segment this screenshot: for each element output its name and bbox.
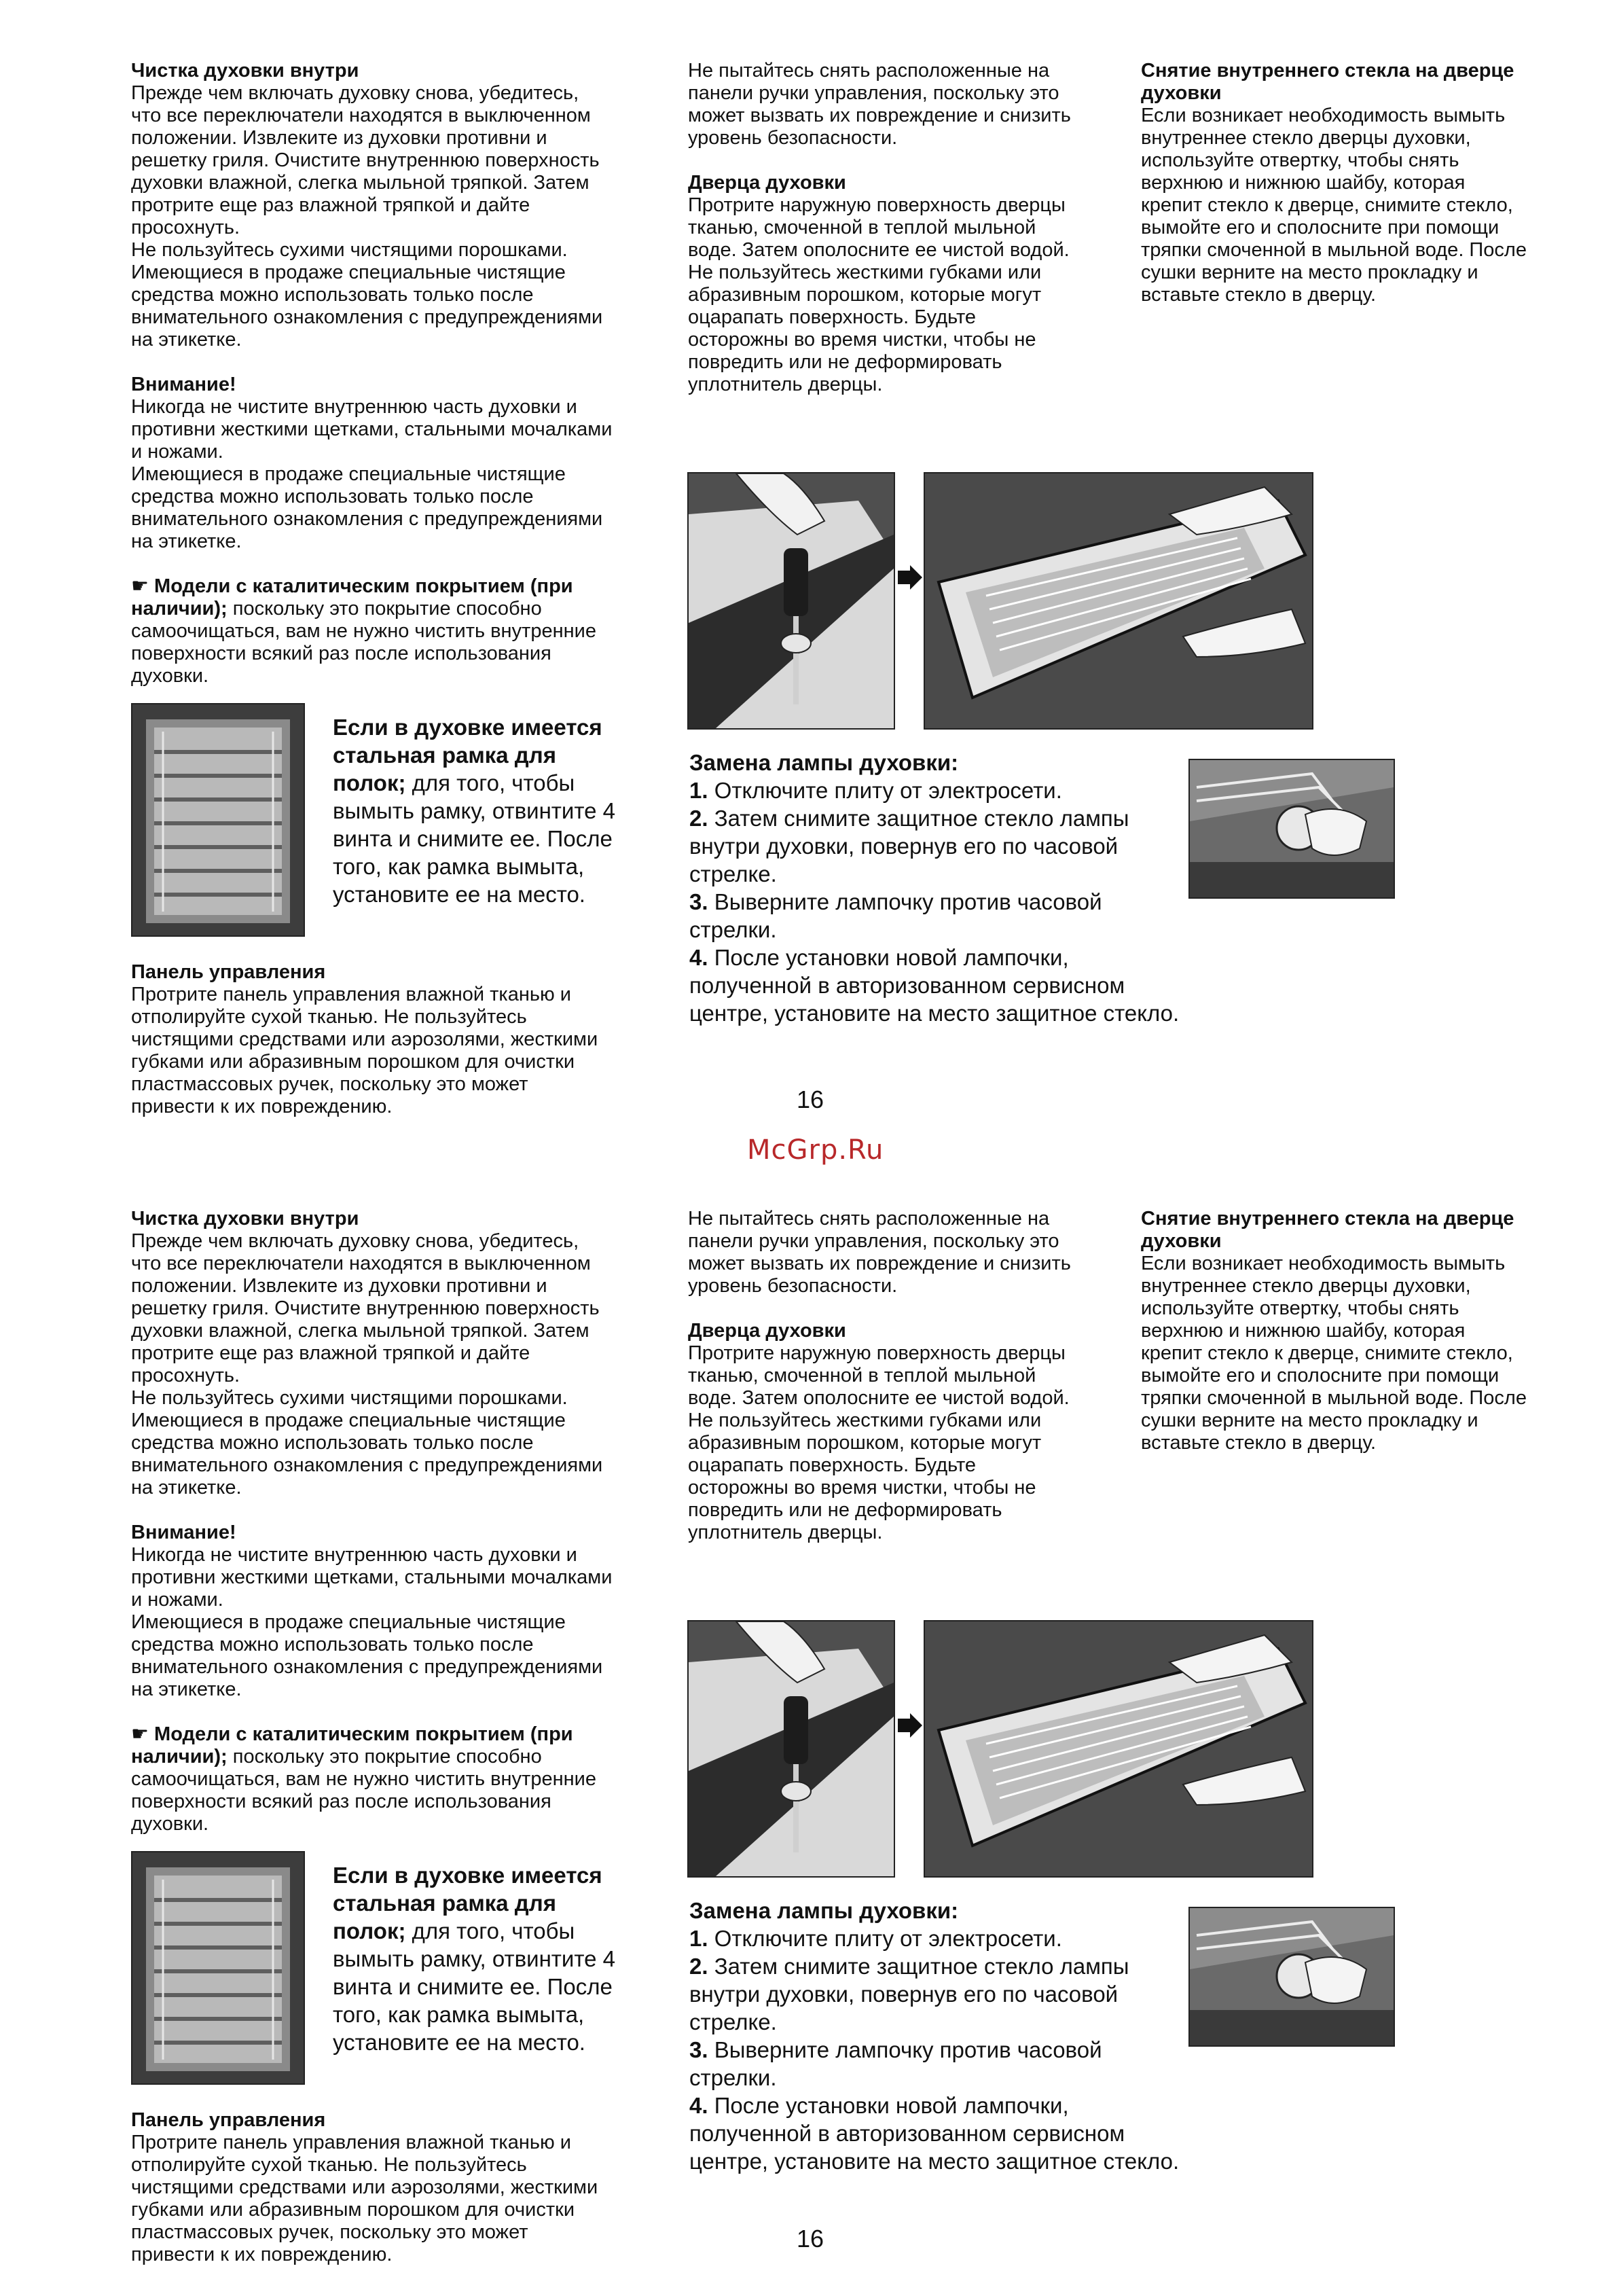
control-panel-section xyxy=(131,961,661,1118)
text-line: крепит стекло к дверце, снимите стекло, xyxy=(1141,194,1513,216)
text-line: Никогда не чистите внутреннюю часть духовки и xyxy=(131,1544,577,1566)
text-line: тканью, смоченной в теплой мыльной xyxy=(688,217,1036,238)
arrow-right-icon xyxy=(896,1712,924,1739)
text-line: внутри духовки, повернув его по часовой xyxy=(689,1981,1119,2007)
text-span: Отключите плиту от электросети. xyxy=(708,778,1062,803)
text-line: того, как рамка вымыта, xyxy=(333,854,585,879)
attention-title: Внимание! xyxy=(131,1522,236,1543)
text-line: чистящими средствами или аэрозолями, жесткими xyxy=(131,1028,598,1050)
text-span: Отключите плиту от электросети. xyxy=(708,1926,1062,1951)
text-line: Имеющиеся в продаже специальные чистящие xyxy=(131,262,566,283)
column-right xyxy=(1141,1208,1562,1454)
text-line: уплотнитель дверцы. xyxy=(688,1522,883,1543)
text-line: губками или абразивным порошком для очистки xyxy=(131,1051,575,1073)
text-span: После установки новой лампочки, xyxy=(708,2093,1069,2118)
step-number: 4. xyxy=(689,2093,708,2118)
text-line: Протрите панель управления влажной тканью и xyxy=(131,984,571,1005)
text-line: оцарапать поверхность. Будьте xyxy=(688,1454,977,1476)
text-bold: наличии); xyxy=(131,1746,228,1768)
text-line: Прежде чем включать духовку снова, убедитесь, xyxy=(131,82,579,104)
lamp-replacement-section xyxy=(689,749,1205,1027)
text-line: воде. Затем ополосните ее чистой водой. xyxy=(688,1387,1070,1409)
text-line: отполируйте сухой тканью. Не пользуйтесь xyxy=(131,2154,527,2176)
control-panel-title: Панель управления xyxy=(131,2109,326,2131)
text-line: поверхности всякий раз после использования xyxy=(131,643,551,664)
text-line: и ножами. xyxy=(131,1589,223,1611)
text-line: стальная рамка для xyxy=(333,742,556,768)
text-line: средства можно использовать только после xyxy=(131,486,534,507)
step-number: 3. xyxy=(689,889,708,914)
text-line: Протрите панель управления влажной тканью и xyxy=(131,2132,571,2153)
text-line: повредить или не деформировать xyxy=(688,1499,1002,1521)
text-line: Имеющиеся в продаже специальные чистящие xyxy=(131,463,566,485)
text-line: абразивным порошком, которые могут xyxy=(688,284,1042,306)
text-line: Если возникает необходимость вымыть xyxy=(1141,1253,1506,1274)
door-title: Дверца духовки xyxy=(688,172,846,194)
step-number: 3. xyxy=(689,2037,708,2062)
screwdriver-illustration xyxy=(687,1620,895,1878)
text-line: на этикетке. xyxy=(131,1477,242,1499)
text-line: чистящими средствами или аэрозолями, жесткими xyxy=(131,2176,598,2198)
text-line: Протрите наружную поверхность дверцы xyxy=(688,1342,1066,1364)
text-line: абразивным порошком, которые могут xyxy=(688,1432,1042,1454)
text-line: установите ее на место. xyxy=(333,2030,585,2055)
text-line: пластмассовых ручек, поскольку это может xyxy=(131,1073,528,1095)
text-span: для того, чтобы xyxy=(405,770,575,795)
text-line: привести к их повреждению. xyxy=(131,2244,393,2265)
text-line: Если в духовке имеется xyxy=(333,715,602,740)
text-line: используйте отвертку, чтобы снять xyxy=(1141,1297,1459,1319)
text-line: Не пользуйтесь жесткими губками или xyxy=(688,1410,1042,1431)
text-line: панели ручки управления, поскольку это xyxy=(688,82,1059,104)
glass-title: духовки xyxy=(1141,82,1222,104)
text-line: духовки. xyxy=(131,665,209,687)
step-number: 1. xyxy=(689,778,708,803)
text-line: Не пытайтесь снять расположенные на xyxy=(688,60,1050,82)
text-line: стрелке. xyxy=(689,2009,777,2034)
text-line: винта и снимите ее. После xyxy=(333,1974,613,1999)
text-line: сушки верните на место прокладку и xyxy=(1141,1410,1478,1431)
step-number: 2. xyxy=(689,806,708,831)
text-bold: наличии); xyxy=(131,598,228,620)
text-line: средства можно использовать только после xyxy=(131,284,534,306)
column-right xyxy=(1141,60,1562,306)
step-number: 2. xyxy=(689,1954,708,1979)
door-glass-illustration xyxy=(924,1620,1313,1878)
text-line: верхнюю и нижнюю шайбу, которая xyxy=(1141,1320,1466,1342)
text-line: внимательного ознакомления с предупреждениями xyxy=(131,508,603,530)
text-line: может вызвать их повреждение и снизить xyxy=(688,1253,1071,1274)
text-line: на этикетке. xyxy=(131,329,242,351)
text-line: протрите еще раз влажной тряпкой и дайте xyxy=(131,1342,530,1364)
text-line: внимательного ознакомления с предупреждениями xyxy=(131,1454,603,1476)
column-left xyxy=(131,60,661,687)
control-panel-title: Панель управления xyxy=(131,961,326,983)
text-line: вымыть рамку, отвинтите 4 xyxy=(333,798,615,823)
text-line: что все переключатели находятся в выключенном xyxy=(131,1253,591,1274)
text-line: вымойте его и сполосните при помощи xyxy=(1141,217,1500,238)
text-line: самоочищаться, вам не нужно чистить внутренние xyxy=(131,620,596,642)
text-line: осторожны во время чистки, чтобы не xyxy=(688,329,1036,351)
text-line: центре, установите на место защитное стекло. xyxy=(689,2149,1180,2174)
text-line: просохнуть. xyxy=(131,217,240,238)
catalytic-note xyxy=(131,575,661,687)
attention-text xyxy=(131,396,661,553)
text-line: стальная рамка для xyxy=(333,1890,556,1916)
text-line: Имеющиеся в продаже специальные чистящие xyxy=(131,1410,566,1431)
lamp-title: Замена лампы духовки: xyxy=(689,1898,959,1923)
arrow-right-icon xyxy=(896,564,924,591)
text-line: пластмассовых ручек, поскольку это может xyxy=(131,2221,528,2243)
text-span: Выверните лампочку против часовой xyxy=(708,889,1102,914)
text-line: установите ее на место. xyxy=(333,882,585,907)
text-span: для того, чтобы xyxy=(405,1918,575,1943)
text-line: привести к их повреждению. xyxy=(131,1096,393,1117)
rack-frame-text xyxy=(333,713,652,908)
column-middle xyxy=(688,60,1136,396)
text-line: того, как рамка вымыта, xyxy=(333,2002,585,2027)
page-number: 16 xyxy=(797,1086,824,1113)
catalytic-note xyxy=(131,1723,661,1835)
oven-rack-frame-photo xyxy=(131,1851,305,2085)
text-span: поскольку это покрытие способно xyxy=(227,598,542,620)
lamp-replacement-section xyxy=(689,1897,1205,2175)
text-span: Затем снимите защитное стекло лампы xyxy=(708,1954,1129,1979)
text-line: внутреннее стекло дверцы духовки, xyxy=(1141,127,1471,149)
text-line: Не пытайтесь снять расположенные на xyxy=(688,1208,1050,1230)
oven-rack-frame-photo xyxy=(131,703,305,937)
text-line: противни жесткими щетками, стальными мочалками xyxy=(131,1566,613,1588)
text-line: духовки влажной, слегка мыльной тряпкой. Затем xyxy=(131,1320,589,1342)
text-line: полученной в авторизованном сервисном xyxy=(689,2121,1125,2146)
text-line: вставьте стекло в дверцу. xyxy=(1141,284,1377,306)
text-line: внутреннее стекло дверцы духовки, xyxy=(1141,1275,1471,1297)
text-line: протрите еще раз влажной тряпкой и дайте xyxy=(131,194,530,216)
text-line: используйте отвертку, чтобы снять xyxy=(1141,149,1459,171)
text-line: поверхности всякий раз после использования xyxy=(131,1791,551,1812)
text-line: на этикетке. xyxy=(131,531,242,552)
step-number: 1. xyxy=(689,1926,708,1951)
rack-frame-text xyxy=(333,1861,652,2056)
text-span: После установки новой лампочки, xyxy=(708,945,1069,970)
text-line: Протрите наружную поверхность дверцы xyxy=(688,194,1066,216)
text-line: тканью, смоченной в теплой мыльной xyxy=(688,1365,1036,1386)
text-line: вставьте стекло в дверцу. xyxy=(1141,1432,1377,1454)
text-line: Прежде чем включать духовку снова, убедитесь, xyxy=(131,1230,579,1252)
text-line: противни жесткими щетками, стальными мочалками xyxy=(131,418,613,440)
text-line: крепит стекло к дверце, снимите стекло, xyxy=(1141,1342,1513,1364)
text-line: уровень безопасности. xyxy=(688,1275,898,1297)
oven-cleaning-title: Чистка духовки внутри xyxy=(131,60,359,82)
text-line: тряпки смоченной в мыльной воде. После xyxy=(1141,1387,1527,1409)
text-bold: полок; xyxy=(333,1918,406,1943)
oven-cleaning-text xyxy=(131,82,661,351)
text-line: стрелке. xyxy=(689,861,777,886)
text-line: средства можно использовать только после xyxy=(131,1634,534,1655)
glass-title: Снятие внутреннего стекла на дверце xyxy=(1141,60,1514,82)
text-line: внимательного ознакомления с предупреждениями xyxy=(131,306,603,328)
text-line: что все переключатели находятся в выключенном xyxy=(131,105,591,126)
glass-title: духовки xyxy=(1141,1230,1222,1252)
text-line: самоочищаться, вам не нужно чистить внутренние xyxy=(131,1768,596,1790)
text-line: повредить или не деформировать xyxy=(688,351,1002,373)
text-line: средства можно использовать только после xyxy=(131,1432,534,1454)
text-span: поскольку это покрытие способно xyxy=(227,1746,542,1768)
text-line: духовки влажной, слегка мыльной тряпкой. Затем xyxy=(131,172,589,194)
text-line: вымыть рамку, отвинтите 4 xyxy=(333,1946,615,1971)
text-line: уплотнитель дверцы. xyxy=(688,374,883,395)
text-line: решетку гриля. Очистите внутреннюю поверхность xyxy=(131,149,600,171)
page-bottom-half xyxy=(0,1148,1617,2296)
text-line: Имеющиеся в продаже специальные чистящие xyxy=(131,1611,566,1633)
text-line: внимательного ознакомления с предупреждениями xyxy=(131,1656,603,1678)
text-line: ☛ Модели с каталитическим покрытием (при xyxy=(131,575,573,597)
oven-cleaning-title: Чистка духовки внутри xyxy=(131,1208,359,1230)
text-line: Никогда не чистите внутреннюю часть духовки и xyxy=(131,396,577,418)
text-line: сушки верните на место прокладку и xyxy=(1141,262,1478,283)
page-number: 16 xyxy=(797,2225,824,2253)
text-line: Не пользуйтесь сухими чистящими порошками. xyxy=(131,239,568,261)
text-line: тряпки смоченной в мыльной воде. После xyxy=(1141,239,1527,261)
text-line: центре, установите на место защитное стекло. xyxy=(689,1001,1180,1026)
lamp-title: Замена лампы духовки: xyxy=(689,750,959,775)
text-line: ☛ Модели с каталитическим покрытием (при xyxy=(131,1723,573,1745)
text-line: положении. Извлеките из духовки противни и xyxy=(131,127,547,149)
text-line: положении. Извлеките из духовки противни и xyxy=(131,1275,547,1297)
step-number: 4. xyxy=(689,945,708,970)
text-line: полученной в авторизованном сервисном xyxy=(689,973,1125,998)
text-line: духовки. xyxy=(131,1813,209,1835)
text-span: Затем снимите защитное стекло лампы xyxy=(708,806,1129,831)
text-line: отполируйте сухой тканью. Не пользуйтесь xyxy=(131,1006,527,1028)
text-line: Если в духовке имеется xyxy=(333,1863,602,1888)
text-line: просохнуть. xyxy=(131,1365,240,1386)
text-line: Если возникает необходимость вымыть xyxy=(1141,105,1506,126)
text-line: внутри духовки, повернув его по часовой xyxy=(689,833,1119,859)
text-line: верхнюю и нижнюю шайбу, которая xyxy=(1141,172,1466,194)
text-line: на этикетке. xyxy=(131,1679,242,1700)
text-line: панели ручки управления, поскольку это xyxy=(688,1230,1059,1252)
text-line: и ножами. xyxy=(131,441,223,463)
attention-text xyxy=(131,1544,661,1701)
text-line: стрелки. xyxy=(689,917,777,942)
text-line: оцарапать поверхность. Будьте xyxy=(688,306,977,328)
text-line: стрелки. xyxy=(689,2065,777,2090)
control-panel-section xyxy=(131,2109,661,2266)
text-line: губками или абразивным порошком для очистки xyxy=(131,2199,575,2221)
oven-lamp-illustration xyxy=(1188,1907,1395,2047)
text-line: уровень безопасности. xyxy=(688,127,898,149)
text-line: вымойте его и сполосните при помощи xyxy=(1141,1365,1500,1386)
attention-title: Внимание! xyxy=(131,374,236,395)
text-bold: полок; xyxy=(333,770,406,795)
glass-title: Снятие внутреннего стекла на дверце xyxy=(1141,1208,1514,1230)
text-line: Не пользуйтесь жесткими губками или xyxy=(688,262,1042,283)
text-span: Выверните лампочку против часовой xyxy=(708,2037,1102,2062)
column-middle xyxy=(688,1208,1136,1544)
oven-cleaning-text xyxy=(131,1230,661,1499)
text-line: Не пользуйтесь сухими чистящими порошками. xyxy=(131,1387,568,1409)
text-line: винта и снимите ее. После xyxy=(333,826,613,851)
door-title: Дверца духовки xyxy=(688,1320,846,1342)
screwdriver-illustration xyxy=(687,472,895,730)
oven-lamp-illustration xyxy=(1188,759,1395,899)
text-line: может вызвать их повреждение и снизить xyxy=(688,105,1071,126)
column-left xyxy=(131,1208,661,1835)
door-glass-illustration xyxy=(924,472,1313,730)
text-line: воде. Затем ополосните ее чистой водой. xyxy=(688,239,1070,261)
text-line: осторожны во время чистки, чтобы не xyxy=(688,1477,1036,1499)
watermark: McGrp.Ru xyxy=(747,1134,884,1166)
text-line: решетку гриля. Очистите внутреннюю поверхность xyxy=(131,1297,600,1319)
